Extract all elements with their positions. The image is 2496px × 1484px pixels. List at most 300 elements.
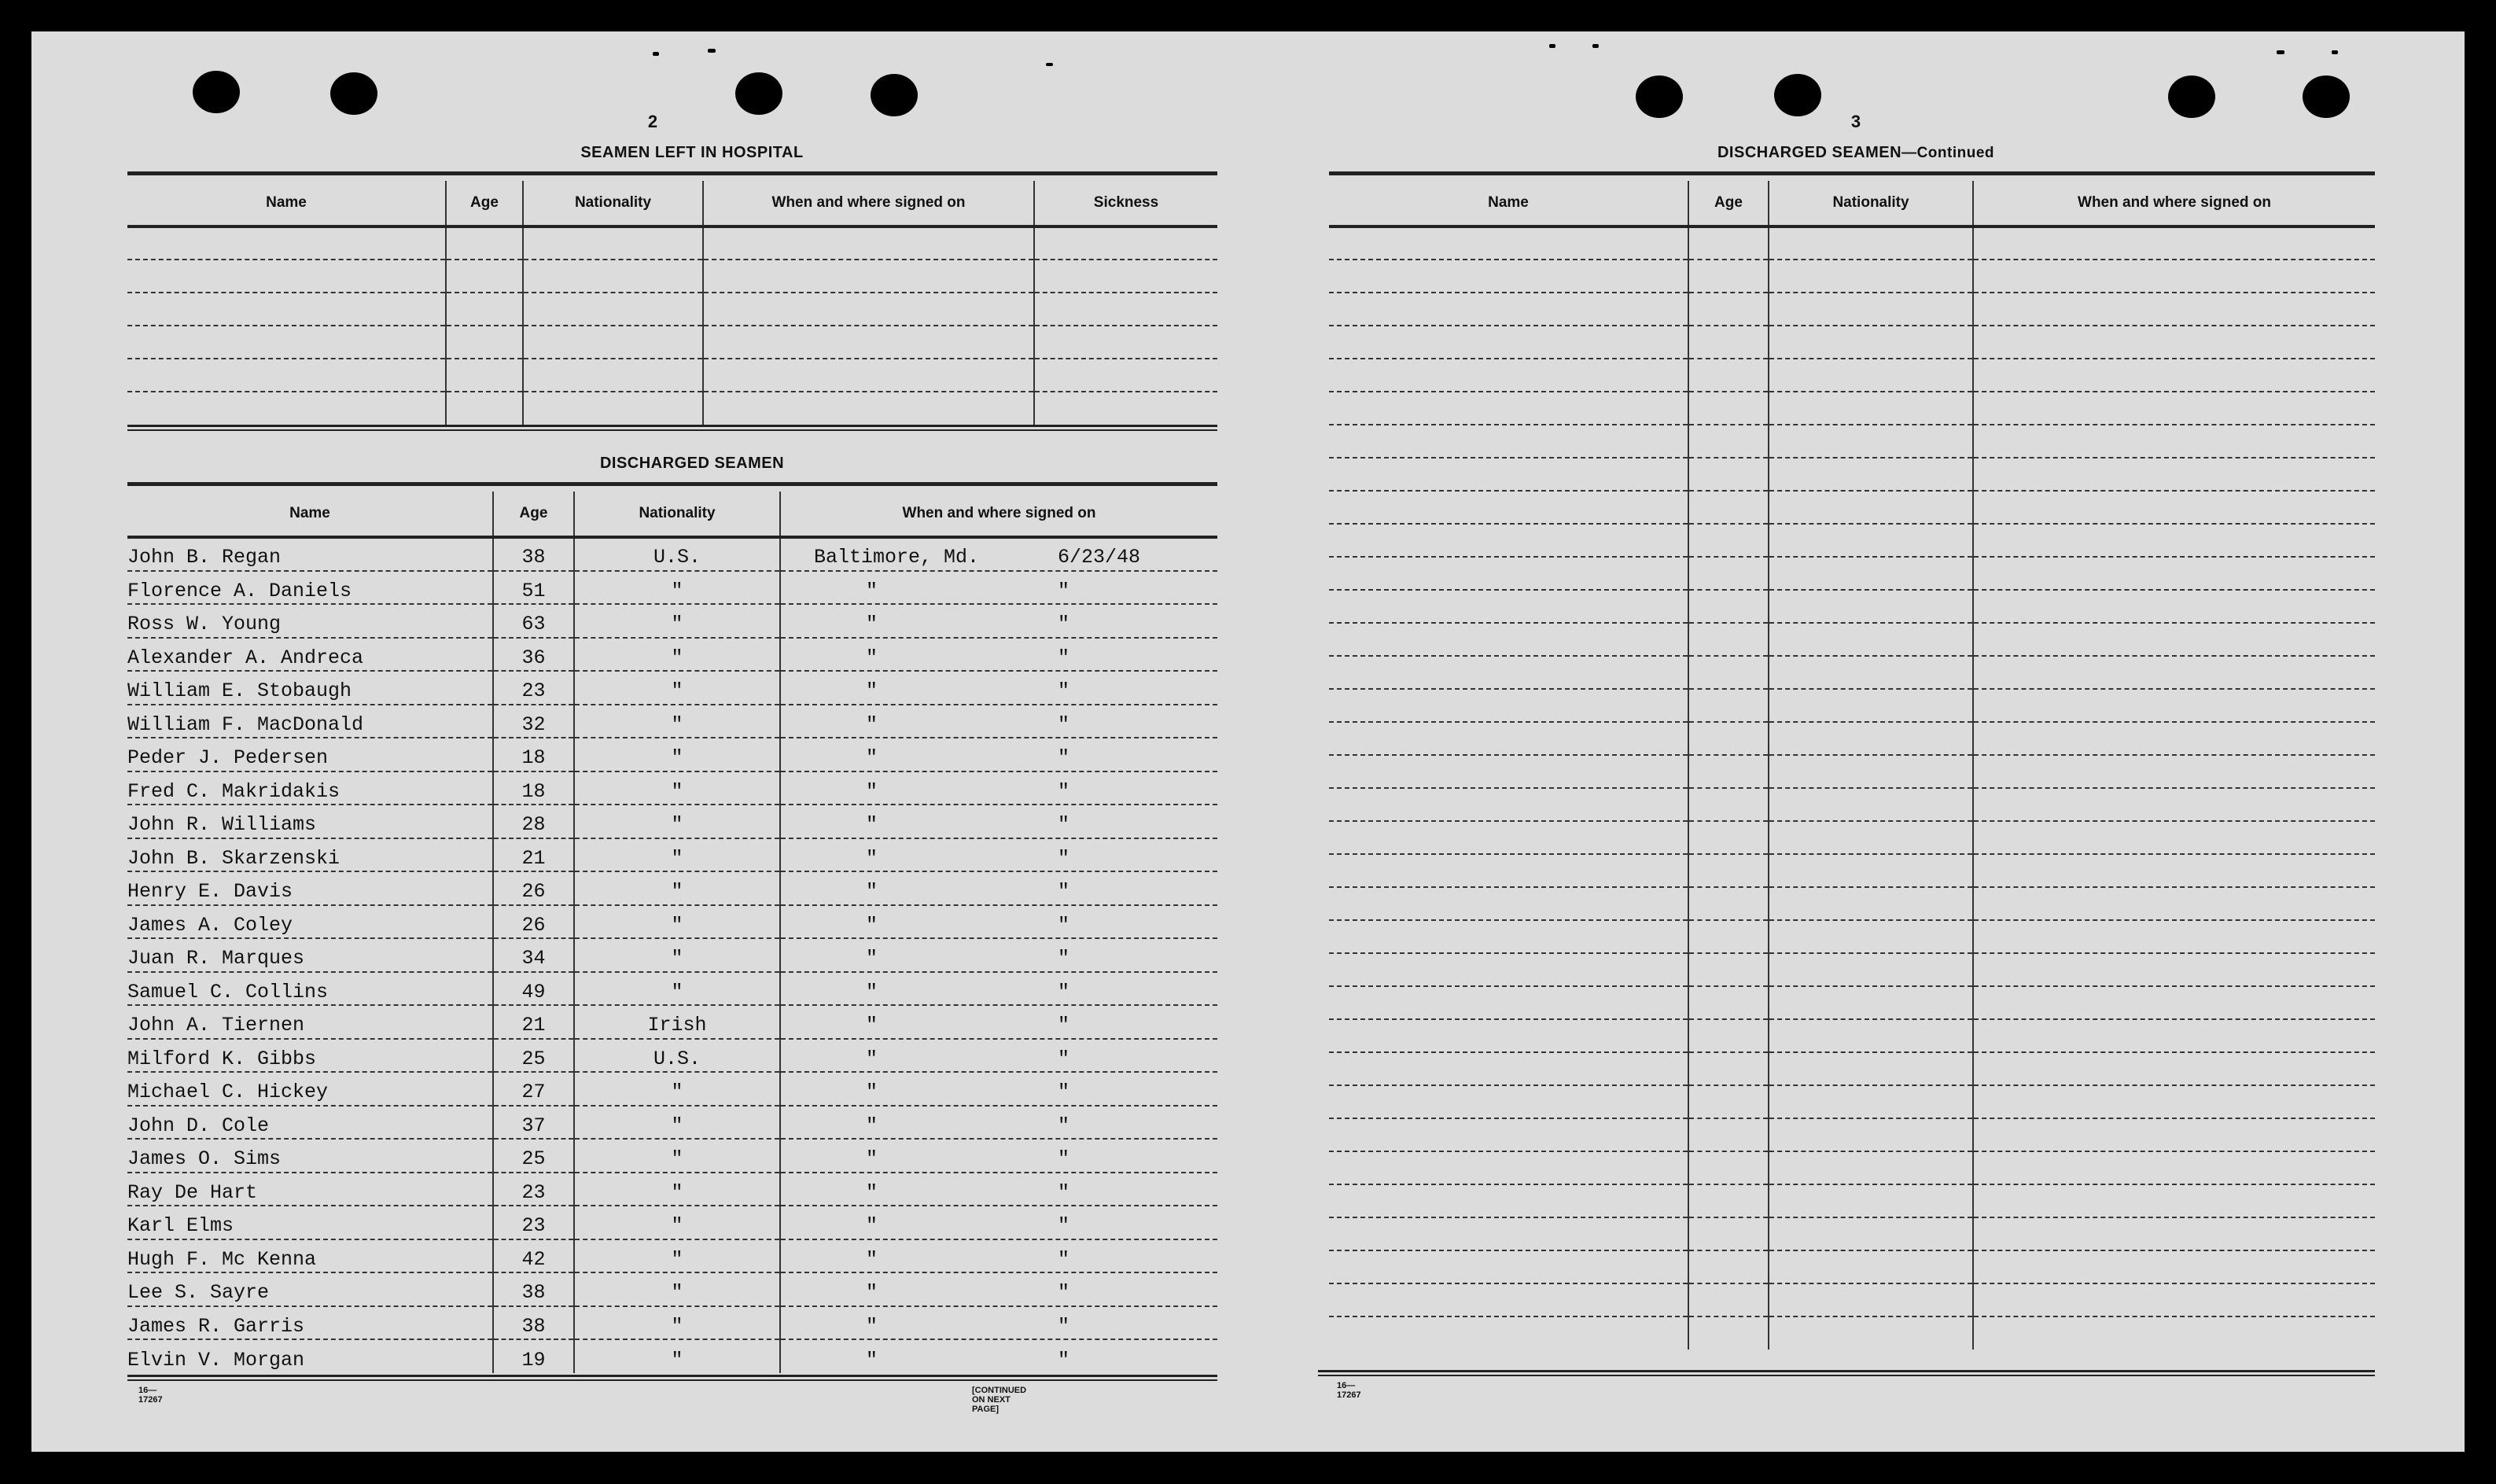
ink-speck (1046, 63, 1053, 66)
signed-on-place: " (866, 779, 878, 803)
table-row (1329, 1019, 2375, 1052)
signed-on-place: " (866, 1281, 878, 1305)
blank-signed-on-cell (1973, 1151, 2375, 1184)
signed-on-cell (780, 805, 1217, 838)
seaman-nationality: " (574, 1173, 780, 1206)
table-row (127, 1173, 1217, 1206)
table-row (1329, 260, 2375, 293)
blank-age-cell (1688, 425, 1769, 458)
blank-name-cell (1329, 689, 1688, 722)
blank-name-cell (1329, 920, 1688, 953)
seaman-age: 37 (493, 1106, 574, 1140)
blank-name-cell (1329, 1085, 1688, 1118)
blank-age-cell (1688, 260, 1769, 293)
seaman-age: 18 (493, 771, 574, 805)
seaman-nationality: " (574, 838, 780, 872)
hospital-bottom-rule (127, 425, 1217, 431)
blank-signed-on-cell (1973, 953, 2375, 986)
seaman-age: 25 (493, 1039, 574, 1073)
blank-name-cell (1329, 425, 1688, 458)
punch-hole (1636, 75, 1683, 118)
table-row (127, 638, 1217, 672)
blank-name-cell (1329, 557, 1688, 590)
seaman-name: Fred C. Makridakis (127, 771, 493, 805)
seaman-name: Peder J. Pedersen (127, 738, 493, 771)
blank-nationality-cell (1769, 392, 1973, 425)
blank-age-cell (1688, 359, 1769, 392)
form-number: 16—17267 (1337, 1381, 1361, 1400)
seaman-nationality: " (574, 1339, 780, 1373)
signed-on-date: " (1058, 613, 1070, 636)
signed-on-cell (780, 1206, 1217, 1239)
signed-on-date: " (1058, 1147, 1070, 1171)
blank-age-cell (1688, 326, 1769, 359)
blank-name-cell (1329, 953, 1688, 986)
table-row (127, 226, 1217, 260)
signed-on-cell (780, 705, 1217, 738)
signed-on-cell (780, 871, 1217, 905)
seaman-age: 23 (493, 1173, 574, 1206)
table-row (127, 326, 1217, 359)
discharged-bottom-rule (127, 1375, 1217, 1381)
seaman-nationality: " (574, 604, 780, 638)
table-row (127, 1306, 1217, 1340)
blank-nationality-cell (1769, 524, 1973, 557)
right-top-rule (1329, 171, 2375, 175)
blank-name-cell (1329, 755, 1688, 788)
blank-signed-on-cell (703, 293, 1034, 326)
table-row (1329, 755, 2375, 788)
table-row (127, 260, 1217, 293)
table-row (1329, 722, 2375, 755)
blank-nationality-cell (1769, 755, 1973, 788)
blank-age-cell (1688, 491, 1769, 524)
seaman-name: James A. Coley (127, 905, 493, 939)
hospital-section-title: SEAMEN LEFT IN HOSPITAL (580, 144, 804, 161)
title-suffix: —Continued (1901, 145, 1994, 161)
seaman-name: Lee S. Sayre (127, 1272, 493, 1306)
seaman-name: William F. MacDonald (127, 705, 493, 738)
punch-hole (1774, 74, 1821, 116)
seaman-nationality: " (574, 938, 780, 972)
blank-age-cell (1688, 689, 1769, 722)
seaman-nationality: U.S. (574, 537, 780, 571)
blank-signed-on-cell (1973, 623, 2375, 656)
seaman-age: 38 (493, 1306, 574, 1340)
blank-age-cell (1688, 986, 1769, 1019)
seaman-nationality: " (574, 1139, 780, 1173)
blank-nationality-cell (1769, 359, 1973, 392)
blank-name-cell (127, 359, 446, 392)
col-header-signed-on: When and where signed on (780, 492, 1217, 537)
page-number: 2 (647, 112, 658, 131)
blank-nationality-cell (523, 326, 703, 359)
ledger-sheet (31, 31, 2465, 1452)
signed-on-cell (780, 838, 1217, 872)
signed-on-place: " (866, 1081, 878, 1104)
signed-on-place: " (866, 613, 878, 636)
seaman-name: John A. Tiernen (127, 1005, 493, 1039)
signed-on-place: " (866, 1349, 878, 1372)
blank-age-cell (1688, 1085, 1769, 1118)
blank-age-cell (1688, 392, 1769, 425)
signed-on-place: " (866, 1214, 878, 1238)
table-row (1329, 326, 2375, 359)
table-row (127, 1005, 1217, 1039)
signed-on-place: " (866, 1314, 878, 1338)
blank-age-cell (1688, 1316, 1769, 1350)
seaman-age: 26 (493, 871, 574, 905)
blank-nationality-cell (1769, 226, 1973, 260)
signed-on-date: " (1058, 646, 1070, 669)
table-row (1329, 1184, 2375, 1217)
signed-on-date: " (1058, 1247, 1070, 1271)
seaman-nationality: " (574, 1072, 780, 1106)
blank-age-cell (1688, 524, 1769, 557)
blank-age-cell (446, 226, 523, 260)
col-header-signed-on: When and where signed on (703, 181, 1034, 226)
signed-on-date: " (1058, 980, 1070, 1003)
table-row (1329, 1085, 2375, 1118)
table-row (127, 392, 1217, 425)
signed-on-place: " (866, 713, 878, 736)
seaman-age: 32 (493, 705, 574, 738)
signed-on-place: " (866, 913, 878, 937)
ink-speck (2277, 50, 2284, 54)
seaman-name: John B. Skarzenski (127, 838, 493, 872)
signed-on-date: " (1058, 679, 1070, 703)
signed-on-date: " (1058, 846, 1070, 870)
table-row (127, 1039, 1217, 1073)
blank-signed-on-cell (1973, 326, 2375, 359)
signed-on-place: " (866, 579, 878, 602)
blank-signed-on-cell (1973, 359, 2375, 392)
blank-signed-on-cell (1973, 788, 2375, 821)
table-row (1329, 1250, 2375, 1283)
table-row (127, 1206, 1217, 1239)
blank-signed-on-cell (1973, 722, 2375, 755)
signed-on-cell (780, 1306, 1217, 1340)
blank-age-cell (1688, 755, 1769, 788)
table-row (1329, 656, 2375, 689)
blank-signed-on-cell (1973, 524, 2375, 557)
signed-on-cell (780, 972, 1217, 1006)
col-header-age: Age (446, 181, 523, 226)
blank-age-cell (1688, 1283, 1769, 1316)
seaman-name: Alexander A. Andreca (127, 638, 493, 672)
blank-name-cell (1329, 788, 1688, 821)
col-header-age: Age (1688, 181, 1769, 226)
seaman-nationality: " (574, 738, 780, 771)
blank-sickness-cell (1034, 359, 1217, 392)
table-row (127, 805, 1217, 838)
blank-signed-on-cell (1973, 226, 2375, 260)
seaman-age: 18 (493, 738, 574, 771)
signed-on-date: 6/23/48 (1058, 546, 1141, 569)
table-row (1329, 887, 2375, 920)
blank-nationality-cell (1769, 260, 1973, 293)
blank-nationality-cell (1769, 1052, 1973, 1085)
signed-on-date: " (1058, 1180, 1070, 1204)
blank-sickness-cell (1034, 326, 1217, 359)
table-row (1329, 1151, 2375, 1184)
signed-on-cell (780, 1173, 1217, 1206)
blank-sickness-cell (1034, 392, 1217, 425)
blank-age-cell (1688, 1184, 1769, 1217)
table-row (1329, 359, 2375, 392)
blank-age-cell (1688, 293, 1769, 326)
seaman-nationality: " (574, 871, 780, 905)
signed-on-date: " (1058, 1014, 1070, 1037)
table-row (1329, 788, 2375, 821)
blank-nationality-cell (523, 226, 703, 260)
blank-signed-on-cell (1973, 425, 2375, 458)
table-row (127, 571, 1217, 605)
signed-on-place: " (866, 1247, 878, 1271)
seaman-age: 38 (493, 1272, 574, 1306)
blank-age-cell (1688, 854, 1769, 887)
blank-age-cell (1688, 458, 1769, 491)
blank-nationality-cell (1769, 293, 1973, 326)
seaman-name: Elvin V. Morgan (127, 1349, 305, 1372)
table-row (1329, 590, 2375, 623)
table-row (1329, 821, 2375, 854)
blank-nationality-cell (1769, 656, 1973, 689)
blank-age-cell (1688, 590, 1769, 623)
right-bottom-rule (1318, 1370, 2375, 1376)
seaman-nationality: " (574, 1239, 780, 1273)
blank-name-cell (127, 392, 446, 425)
seaman-age: 63 (493, 604, 574, 638)
table-row (1329, 953, 2375, 986)
seaman-name: John D. Cole (127, 1106, 493, 1140)
table-row (1329, 689, 2375, 722)
signed-on-cell (780, 905, 1217, 939)
blank-name-cell (1329, 1118, 1688, 1151)
signed-on-place: " (866, 1114, 878, 1137)
discharged-continued-table (1329, 181, 2375, 1350)
blank-signed-on-cell (1973, 755, 2375, 788)
table-row (127, 537, 1217, 571)
blank-name-cell (1329, 524, 1688, 557)
signed-on-cell (780, 1072, 1217, 1106)
signed-on-place: " (866, 646, 878, 669)
signed-on-place: " (866, 846, 878, 870)
blank-nationality-cell (1769, 557, 1973, 590)
table-row (1329, 392, 2375, 425)
signed-on-cell (780, 1239, 1217, 1273)
blank-signed-on-cell (1973, 1250, 2375, 1283)
signed-on-cell (780, 938, 1217, 972)
blank-nationality-cell (1769, 1019, 1973, 1052)
signed-on-cell (780, 638, 1217, 672)
signed-on-date: " (1058, 1281, 1070, 1305)
blank-age-cell (446, 293, 523, 326)
blank-name-cell (127, 326, 446, 359)
blank-nationality-cell (1769, 986, 1973, 1019)
seaman-age: 27 (493, 1072, 574, 1106)
ink-speck (708, 49, 716, 53)
blank-name-cell (1329, 392, 1688, 425)
signed-on-date: " (1058, 579, 1070, 602)
discharged-continued-title (1604, 144, 2108, 162)
blank-nationality-cell (1769, 722, 1973, 755)
table-row (127, 293, 1217, 326)
blank-age-cell (1688, 1019, 1769, 1052)
blank-age-cell (1688, 1250, 1769, 1283)
blank-name-cell (1329, 293, 1688, 326)
blank-age-cell (1688, 557, 1769, 590)
blank-signed-on-cell (1973, 491, 2375, 524)
blank-name-cell (1329, 887, 1688, 920)
blank-age-cell (1688, 656, 1769, 689)
blank-signed-on-cell (1973, 1085, 2375, 1118)
signed-on-cell (780, 571, 1217, 605)
col-header-sickness: Sickness (1034, 181, 1217, 226)
blank-signed-on-cell (1973, 1283, 2375, 1316)
table-row (127, 972, 1217, 1006)
col-header-name: Name (127, 492, 493, 537)
blank-signed-on-cell (1973, 1217, 2375, 1250)
signed-on-date: " (1058, 947, 1070, 970)
signed-on-cell (780, 738, 1217, 771)
blank-age-cell (1688, 887, 1769, 920)
seaman-name: Ray De Hart (127, 1173, 493, 1206)
signed-on-place: " (866, 679, 878, 703)
signed-on-cell (780, 1039, 1217, 1073)
table-row (127, 1072, 1217, 1106)
table-row (127, 604, 1217, 638)
blank-signed-on-cell (1973, 1118, 2375, 1151)
blank-signed-on-cell (1973, 887, 2375, 920)
seaman-age: 23 (493, 1206, 574, 1239)
blank-signed-on-cell (1973, 1052, 2375, 1085)
blank-age-cell (1688, 920, 1769, 953)
blank-name-cell (1329, 491, 1688, 524)
table-row (1329, 1217, 2375, 1250)
blank-nationality-cell (523, 260, 703, 293)
blank-nationality-cell (1769, 491, 1973, 524)
seaman-nationality: " (574, 1206, 780, 1239)
table-row (127, 359, 1217, 392)
signed-on-place: " (866, 813, 878, 837)
seaman-nationality: " (574, 905, 780, 939)
blank-age-cell (1688, 788, 1769, 821)
blank-nationality-cell (1769, 425, 1973, 458)
seaman-age: 51 (493, 571, 574, 605)
seaman-name: Michael C. Hickey (127, 1072, 493, 1106)
table-row (127, 1272, 1217, 1306)
seaman-age: 21 (493, 838, 574, 872)
seaman-nationality: U.S. (574, 1039, 780, 1073)
title-main: DISCHARGED SEAMEN (1717, 144, 1902, 161)
table-row (1329, 1118, 2375, 1151)
seaman-nationality: " (574, 805, 780, 838)
table-row (1329, 491, 2375, 524)
blank-signed-on-cell (1973, 557, 2375, 590)
blank-name-cell (1329, 1283, 1688, 1316)
blank-name-cell (1329, 821, 1688, 854)
seaman-nationality: " (574, 571, 780, 605)
seaman-name: Karl Elms (127, 1206, 493, 1239)
blank-name-cell (127, 226, 446, 260)
blank-nationality-cell (1769, 1118, 1973, 1151)
blank-nationality-cell (1769, 689, 1973, 722)
seaman-nationality: Irish (574, 1005, 780, 1039)
blank-signed-on-cell (703, 392, 1034, 425)
blank-nationality-cell (1769, 458, 1973, 491)
table-row (1329, 986, 2375, 1019)
col-header-signed-on: When and where signed on (1973, 181, 2375, 226)
blank-nationality-cell (1769, 821, 1973, 854)
blank-name-cell (1329, 623, 1688, 656)
blank-name-cell (1329, 722, 1688, 755)
seaman-nationality: " (574, 1306, 780, 1340)
blank-age-cell (446, 359, 523, 392)
blank-nationality-cell (1769, 788, 1973, 821)
seaman-name: Ross W. Young (127, 604, 493, 638)
signed-on-date: " (1058, 880, 1070, 904)
signed-on-date: " (1058, 1047, 1070, 1070)
seaman-name: John B. Regan (127, 537, 493, 571)
blank-name-cell (1329, 656, 1688, 689)
form-number: 16—17267 (138, 1386, 163, 1405)
blank-name-cell (1329, 326, 1688, 359)
table-row (127, 705, 1217, 738)
blank-age-cell (1688, 821, 1769, 854)
seaman-nationality: " (574, 1272, 780, 1306)
seaman-age: 42 (493, 1239, 574, 1273)
punch-hole (2303, 75, 2350, 118)
blank-age-cell (1688, 1118, 1769, 1151)
blank-name-cell (127, 293, 446, 326)
table-row (1329, 293, 2375, 326)
seaman-nationality: " (574, 638, 780, 672)
table-row (1329, 226, 2375, 260)
blank-name-cell (1329, 226, 1688, 260)
signed-on-place: " (866, 980, 878, 1003)
blank-age-cell (446, 260, 523, 293)
table-row (1329, 524, 2375, 557)
seaman-name: Milford K. Gibbs (127, 1039, 493, 1073)
blank-nationality-cell (1769, 1085, 1973, 1118)
seaman-name: William E. Stobaugh (127, 671, 493, 705)
blank-signed-on-cell (1973, 1184, 2375, 1217)
blank-nationality-cell (1769, 1283, 1973, 1316)
blank-signed-on-cell (1973, 392, 2375, 425)
signed-on-cell (780, 771, 1217, 805)
signed-on-date: " (1058, 1081, 1070, 1104)
blank-nationality-cell (1769, 1151, 1973, 1184)
blank-name-cell (1329, 359, 1688, 392)
discharged-section-title: DISCHARGED SEAMEN (599, 455, 785, 472)
ink-speck (2332, 50, 2338, 54)
table-row (127, 838, 1217, 872)
seaman-name: James R. Garris (127, 1306, 493, 1340)
signed-on-place: " (866, 947, 878, 970)
seaman-age: 38 (493, 537, 574, 571)
discharged-top-rule (127, 482, 1217, 486)
signed-on-cell (780, 671, 1217, 705)
blank-signed-on-cell (1973, 920, 2375, 953)
blank-signed-on-cell (1973, 854, 2375, 887)
blank-signed-on-cell (1973, 986, 2375, 1019)
table-row (127, 738, 1217, 771)
ink-speck (1549, 44, 1555, 48)
col-header-name: Name (1329, 181, 1688, 226)
punch-hole (330, 72, 377, 115)
seaman-age: 21 (493, 1005, 574, 1039)
